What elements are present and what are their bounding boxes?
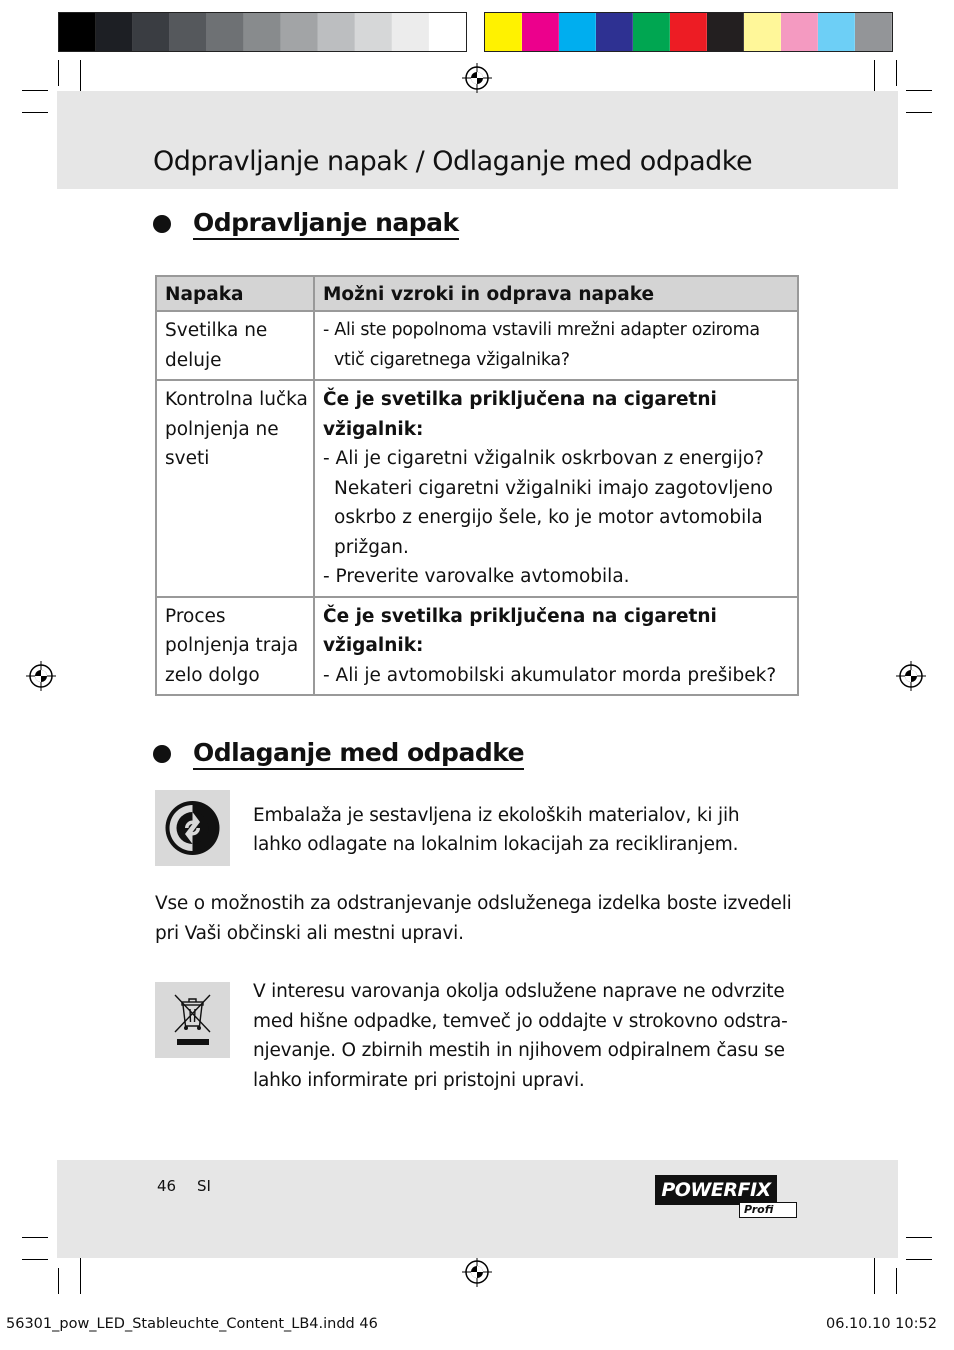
green-dot-recycling-icon xyxy=(155,790,230,866)
gray-calibration-bar xyxy=(58,12,467,52)
fault-text: Svetilka ne deluje xyxy=(165,320,268,371)
crop-mark xyxy=(906,90,932,91)
fault-cell xyxy=(156,597,314,696)
table-header-row xyxy=(156,276,798,311)
recycling-text-line: Embalaža je sestavljena iz ekoloških materialov, ki jih xyxy=(253,805,740,826)
color-swatch xyxy=(244,13,281,51)
crop-mark xyxy=(22,1237,48,1238)
color-swatch xyxy=(355,13,392,51)
section-heading-troubleshooting xyxy=(153,208,459,240)
bullet-icon xyxy=(153,215,171,233)
crop-mark xyxy=(22,112,48,113)
weee-text-line: med hišne odpadke, temveč jo oddajte v strokovno odstra- xyxy=(253,1011,788,1032)
crop-mark xyxy=(874,1252,875,1294)
section-heading-disposal xyxy=(153,738,524,770)
disposal-info-line: pri Vaši občinski ali mestni upravi. xyxy=(155,923,464,944)
crop-mark xyxy=(906,1237,932,1238)
color-swatch xyxy=(207,13,244,51)
crop-mark xyxy=(22,90,48,91)
registration-mark-icon xyxy=(26,661,56,691)
color-swatch xyxy=(96,13,133,51)
logo-sub-text: Profi xyxy=(739,1202,797,1218)
color-swatch xyxy=(170,13,207,51)
weee-text-line: V interesu varovanja okolja odslužene naprave ne odvrzite xyxy=(253,981,785,1002)
cause-condition: Če je svetilka priključena na cigaretni vžigalnik: xyxy=(323,605,717,656)
fault-text: Proces polnjenja traja zelo dolgo xyxy=(165,605,299,686)
crossed-out-bin-icon xyxy=(155,982,230,1058)
cause-cell xyxy=(314,380,798,597)
column-header-cause: Možni vzroki in odprava napake xyxy=(314,276,798,311)
color-swatch xyxy=(855,13,892,51)
color-swatch xyxy=(281,13,318,51)
troubleshooting-table xyxy=(155,275,799,696)
color-swatch xyxy=(818,13,855,51)
color-swatch xyxy=(392,13,429,51)
section-heading-text: Odpravljanje napak xyxy=(193,208,459,240)
color-swatch xyxy=(559,13,596,51)
powerfix-logo xyxy=(655,1175,797,1219)
color-swatch xyxy=(781,13,818,51)
slug-filename: 56301_pow_LED_Stableuchte_Content_LB4.indd 46 xyxy=(6,1316,378,1332)
color-swatch xyxy=(133,13,170,51)
page-number: 46 xyxy=(157,1177,177,1195)
page-title: Odpravljanje napak / Odlaganje med odpadke xyxy=(153,146,753,177)
recycling-text-line: lahko odlagate na lokalnim lokacijah za recikliranjem. xyxy=(253,834,739,855)
slug-datetime: 06.10.10 10:52 xyxy=(826,1316,937,1332)
color-swatch xyxy=(318,13,355,51)
crop-mark xyxy=(896,1268,897,1294)
cause-item: - Preverite varovalke avtomobila. xyxy=(323,566,630,587)
color-swatch xyxy=(596,13,633,51)
color-swatch xyxy=(744,13,781,51)
crop-mark xyxy=(80,1252,81,1294)
disposal-info-line: Vse o možnostih za odstranjevanje odsluženega izdelka boste izvedeli xyxy=(155,893,792,914)
fault-text: Kontrolna lučka polnjenja ne sveti xyxy=(165,389,308,469)
color-swatch xyxy=(59,13,96,51)
table-row xyxy=(156,597,798,696)
crop-mark xyxy=(58,60,59,86)
column-header-fault: Napaka xyxy=(156,276,314,311)
language-code: SI xyxy=(197,1177,211,1195)
crop-mark xyxy=(906,1259,932,1260)
weee-text-line: lahko informirate pri pristojni upravi. xyxy=(253,1070,585,1091)
cause-cell xyxy=(314,311,798,380)
crop-mark xyxy=(58,1268,59,1294)
section-heading-text: Odlaganje med odpadke xyxy=(193,738,524,770)
crop-mark xyxy=(896,60,897,86)
color-calibration-bar xyxy=(484,12,893,52)
cause-item: - Ali ste popolnoma vstavili mrežni adapter oziroma vtič cigaretnega vžigalnika? xyxy=(323,320,760,370)
color-swatch xyxy=(485,13,522,51)
cause-cell xyxy=(314,597,798,696)
crop-mark xyxy=(22,1259,48,1260)
logo-main-text: POWERFIX xyxy=(655,1175,777,1205)
fault-cell xyxy=(156,311,314,380)
cause-condition: Če je svetilka priključena na cigaretni vžigalnik: xyxy=(323,389,717,440)
color-swatch xyxy=(670,13,707,51)
weee-text-line: njevanje. O zbirnih mestih in njihovem odpiralnem času se xyxy=(253,1040,785,1061)
color-swatch xyxy=(429,13,466,51)
registration-mark-icon xyxy=(896,661,926,691)
cause-item: - Ali je cigaretni vžigalnik oskrbovan z energijo? Nekateri cigaretni vžigalniki imajo zagotovljeno oskrbo z energijo šele, ko je motor avtomobila prižgan. xyxy=(323,448,773,558)
cause-item: - Ali je avtomobilski akumulator morda prešibek? xyxy=(323,664,777,686)
registration-mark-icon xyxy=(462,63,492,93)
crop-mark xyxy=(906,112,932,113)
color-swatch xyxy=(633,13,670,51)
registration-mark-icon xyxy=(462,1257,492,1287)
color-swatch xyxy=(707,13,744,51)
table-row xyxy=(156,380,798,597)
table-row xyxy=(156,311,798,380)
color-swatch xyxy=(522,13,559,51)
fault-cell xyxy=(156,380,314,597)
bullet-icon xyxy=(153,745,171,763)
